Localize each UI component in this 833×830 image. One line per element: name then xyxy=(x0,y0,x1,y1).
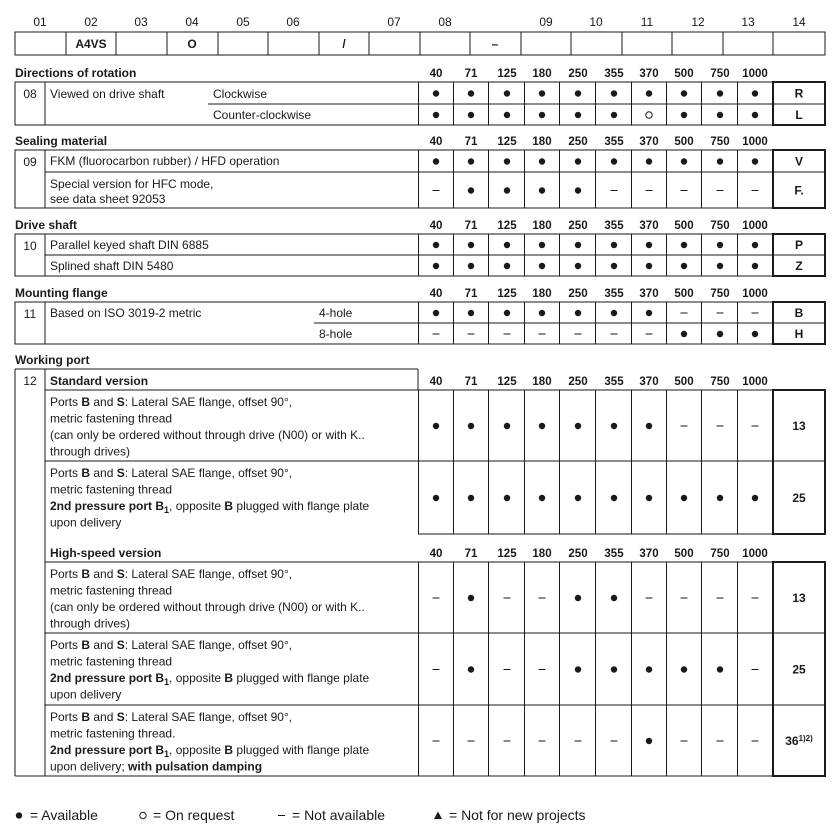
row-label xyxy=(50,516,121,530)
available-dot xyxy=(717,666,723,672)
row-label: Splined shaft DIN 5480 xyxy=(50,259,174,273)
row-label-segment: B xyxy=(81,466,91,480)
size-header: 1000 xyxy=(742,136,768,148)
available-dot xyxy=(539,187,545,193)
row-label-segment: S xyxy=(116,466,125,480)
row-label-segment: and xyxy=(90,638,117,652)
available-dot xyxy=(575,263,581,269)
row-label xyxy=(50,638,292,652)
available-dot xyxy=(611,112,617,118)
row-label-segment: B xyxy=(81,710,91,724)
available-dot xyxy=(611,263,617,269)
available-dot xyxy=(504,263,510,269)
row-label-segment: metric fastening thread xyxy=(50,411,173,426)
size-header: 125 xyxy=(497,136,517,148)
row-label-segment: through drives) xyxy=(50,616,131,631)
size-header: 40 xyxy=(429,376,443,388)
size-header: 500 xyxy=(674,288,694,300)
order-code xyxy=(792,491,806,505)
row-label-segment: : Lateral SAE flange, offset 90°, xyxy=(124,466,293,480)
row-label-segment: B xyxy=(224,743,234,757)
row-label-segment: and xyxy=(90,466,117,480)
code-position-label: 06 xyxy=(286,15,300,29)
available-dot xyxy=(611,495,617,501)
code-position-label: 03 xyxy=(134,15,148,29)
row-label-segment: metric fastening thread xyxy=(50,654,173,669)
size-header: 500 xyxy=(674,68,694,80)
available-dot xyxy=(539,263,545,269)
size-header: 125 xyxy=(497,548,517,560)
available-dot xyxy=(433,495,439,501)
size-header: 71 xyxy=(464,68,478,80)
section-number: 11 xyxy=(23,307,37,321)
section-title: Sealing material xyxy=(15,134,108,148)
size-header: 180 xyxy=(532,376,552,388)
row-label-segment: : Lateral SAE flange, offset 90°, xyxy=(124,638,293,652)
row-label-segment: through drives) xyxy=(50,444,131,459)
row-label-segment: upon delivery; xyxy=(50,759,129,774)
available-dot xyxy=(575,495,581,501)
row-sub-label: Counter-clockwise xyxy=(213,108,312,122)
subsection-heading: High-speed version xyxy=(50,546,162,560)
row-label-segment: S xyxy=(116,395,125,409)
available-dot xyxy=(504,158,510,164)
row-label-segment: (can only be ordered without through drive (N00) or with K.. xyxy=(50,600,365,614)
row-label-segment: , opposite xyxy=(169,743,225,757)
available-dot xyxy=(611,310,617,316)
code-position-label: 13 xyxy=(741,15,755,29)
order-code xyxy=(792,663,806,677)
available-dot xyxy=(575,666,581,672)
section-number: 12 xyxy=(23,374,37,388)
available-dot xyxy=(681,666,687,672)
available-dot xyxy=(504,112,510,118)
size-header: 71 xyxy=(464,136,478,148)
available-dot xyxy=(611,90,617,96)
available-dot xyxy=(575,158,581,164)
available-dot xyxy=(717,495,723,501)
size-header: 355 xyxy=(604,68,624,80)
available-dot xyxy=(611,666,617,672)
size-header: 1000 xyxy=(742,68,768,80)
available-dot xyxy=(433,90,439,96)
available-dot xyxy=(575,242,581,248)
row-sub-label: Clockwise xyxy=(213,87,268,101)
order-code: L xyxy=(795,108,803,122)
code-position-label: 10 xyxy=(589,15,603,29)
row-label-segment: plugged with flange plate xyxy=(233,499,370,513)
code-position-label: 12 xyxy=(691,15,705,29)
row-label-segment: upon delivery xyxy=(50,515,122,530)
size-header: 180 xyxy=(532,136,552,148)
row-label-segment: 2nd pressure port B xyxy=(50,671,165,685)
order-code-value: 36 xyxy=(785,734,799,748)
available-dot xyxy=(433,310,439,316)
size-header: 71 xyxy=(464,220,478,232)
available-dot xyxy=(717,158,723,164)
size-header: 180 xyxy=(532,220,552,232)
size-header: 1000 xyxy=(742,220,768,232)
order-code xyxy=(785,734,813,748)
available-dot xyxy=(575,187,581,193)
available-dot xyxy=(504,310,510,316)
section-title: Drive shaft xyxy=(15,218,78,232)
code-position-label: 14 xyxy=(792,15,806,29)
size-header: 370 xyxy=(639,68,659,80)
available-dot xyxy=(752,158,758,164)
available-dot xyxy=(539,495,545,501)
row-label xyxy=(50,445,130,459)
row-label: FKM (fluorocarbon rubber) / HFD operation xyxy=(50,154,280,168)
available-dot xyxy=(539,158,545,164)
available-dot xyxy=(468,495,474,501)
size-header: 1000 xyxy=(742,376,768,388)
order-code-value: 25 xyxy=(792,491,806,505)
available-dot xyxy=(575,595,581,601)
size-header: 750 xyxy=(710,68,730,80)
size-header: 125 xyxy=(497,68,517,80)
row-label: see data sheet 92053 xyxy=(50,192,166,206)
size-header: 250 xyxy=(568,548,588,560)
size-header: 370 xyxy=(639,376,659,388)
order-code: B xyxy=(794,306,804,320)
size-header: 750 xyxy=(710,136,730,148)
available-dot xyxy=(433,242,439,248)
available-dot xyxy=(681,90,687,96)
available-dot xyxy=(752,495,758,501)
section-number: 10 xyxy=(23,239,37,253)
row-label-segment: metric fastening thread. xyxy=(50,726,176,741)
size-header: 40 xyxy=(429,288,443,300)
legend-label: = Not for new projects xyxy=(449,807,586,823)
available-dot xyxy=(504,495,510,501)
available-dot xyxy=(611,423,617,429)
row-label xyxy=(50,428,365,442)
section-title: Working port xyxy=(15,353,90,367)
row-sub-label: 8-hole xyxy=(319,327,353,341)
section-number: 08 xyxy=(23,87,37,101)
order-code: P xyxy=(794,238,804,252)
row-label xyxy=(50,600,365,614)
size-header: 500 xyxy=(674,376,694,388)
row-label xyxy=(50,760,262,774)
row-label-segment: : Lateral SAE flange, offset 90°, xyxy=(124,710,293,724)
size-header: 355 xyxy=(604,220,624,232)
size-header: 750 xyxy=(710,220,730,232)
row-label-segment: , opposite xyxy=(169,671,225,685)
row-label-segment: Ports xyxy=(50,466,82,480)
row-sub-label: 4-hole xyxy=(319,306,353,320)
available-dot xyxy=(575,423,581,429)
available-dot xyxy=(752,90,758,96)
row-label-segment: , opposite xyxy=(169,499,225,513)
size-header: 71 xyxy=(464,548,478,560)
size-header: 750 xyxy=(710,548,730,560)
size-header: 250 xyxy=(568,376,588,388)
row-label xyxy=(50,499,370,515)
subscript: 1 xyxy=(164,749,170,759)
available-dot xyxy=(646,158,652,164)
available-dot xyxy=(717,242,723,248)
code-column xyxy=(773,390,825,534)
row-label: Viewed on drive shaft xyxy=(50,87,165,101)
available-dot xyxy=(717,263,723,269)
row-label xyxy=(50,743,370,759)
row-label-segment: with pulsation damping xyxy=(128,759,263,774)
size-header: 180 xyxy=(532,548,552,560)
row-label-segment: B xyxy=(81,395,91,409)
row-label-segment: Ports xyxy=(50,638,82,652)
order-code-value: 13 xyxy=(792,419,806,433)
available-dot xyxy=(752,112,758,118)
available-dot xyxy=(752,242,758,248)
row-label-segment: and xyxy=(90,395,117,409)
row-label-segment: 2nd pressure port B xyxy=(50,743,165,757)
available-dot xyxy=(717,112,723,118)
row-label-segment: S xyxy=(116,638,125,652)
size-header: 1000 xyxy=(742,548,768,560)
size-header: 71 xyxy=(464,288,478,300)
legend-available-dot xyxy=(16,812,22,818)
size-header: 355 xyxy=(604,136,624,148)
row-label-segment: B xyxy=(224,499,234,513)
available-dot xyxy=(504,187,510,193)
order-code-footnote: 1)2) xyxy=(798,734,813,743)
row-label-segment: and xyxy=(90,567,117,581)
row-label xyxy=(50,412,172,426)
section-title: Directions of rotation xyxy=(15,66,137,80)
row-label-segment: 2nd pressure port B xyxy=(50,499,165,513)
available-dot xyxy=(468,263,474,269)
row-label-segment: B xyxy=(81,638,91,652)
row-label-segment: and xyxy=(90,710,117,724)
code-cell-value: O xyxy=(187,37,197,51)
row-label xyxy=(50,671,370,687)
size-header: 370 xyxy=(639,288,659,300)
size-header: 500 xyxy=(674,136,694,148)
code-position-label: 02 xyxy=(84,15,98,29)
row-label xyxy=(50,483,172,497)
order-code: V xyxy=(794,154,804,169)
available-dot xyxy=(575,90,581,96)
size-header: 250 xyxy=(568,288,588,300)
available-dot xyxy=(539,242,545,248)
size-header: 180 xyxy=(532,288,552,300)
order-code: Z xyxy=(795,259,803,273)
size-header: 125 xyxy=(497,220,517,232)
size-header: 355 xyxy=(604,548,624,560)
available-dot xyxy=(504,423,510,429)
available-dot xyxy=(433,158,439,164)
row-label xyxy=(50,584,172,598)
available-dot xyxy=(646,263,652,269)
order-code: F. xyxy=(794,183,804,198)
available-dot xyxy=(539,423,545,429)
row-label-segment: : Lateral SAE flange, offset 90°, xyxy=(124,395,293,409)
size-header: 750 xyxy=(710,288,730,300)
subscript: 1 xyxy=(164,677,170,687)
row-label xyxy=(50,655,172,669)
row-label-segment: metric fastening thread xyxy=(50,583,173,598)
available-dot xyxy=(504,242,510,248)
size-header: 500 xyxy=(674,220,694,232)
available-dot xyxy=(717,90,723,96)
available-dot xyxy=(752,263,758,269)
available-dot xyxy=(504,90,510,96)
order-code-value: 25 xyxy=(792,662,806,677)
available-dot xyxy=(646,310,652,316)
row-label xyxy=(50,727,175,741)
code-position-label: 09 xyxy=(539,15,553,29)
available-dot xyxy=(468,666,474,672)
size-header: 370 xyxy=(639,220,659,232)
size-header: 250 xyxy=(568,220,588,232)
order-code-value: 13 xyxy=(792,591,806,605)
row-label xyxy=(50,395,292,409)
size-header: 125 xyxy=(497,288,517,300)
available-dot xyxy=(468,423,474,429)
on-request-circle xyxy=(646,112,652,118)
available-dot xyxy=(433,263,439,269)
order-code xyxy=(792,591,806,605)
code-position-label: 01 xyxy=(33,15,47,29)
row-label xyxy=(50,617,130,631)
legend-label: = Not available xyxy=(292,807,386,823)
row-label-segment: B xyxy=(81,567,91,581)
size-header: 370 xyxy=(639,548,659,560)
legend-not-for-new-projects-triangle xyxy=(434,812,442,820)
available-dot xyxy=(681,495,687,501)
subsection-heading: Standard version xyxy=(50,374,149,388)
size-header: 71 xyxy=(464,376,478,388)
size-header: 40 xyxy=(429,548,443,560)
available-dot xyxy=(681,158,687,164)
row-label-segment: B xyxy=(224,671,234,685)
available-dot xyxy=(646,423,652,429)
available-dot xyxy=(468,90,474,96)
row-label-segment: Ports xyxy=(50,710,82,724)
section-number: 09 xyxy=(23,155,37,169)
available-dot xyxy=(646,495,652,501)
code-position-label: 05 xyxy=(236,15,250,29)
code-position-label: 04 xyxy=(185,15,199,29)
available-dot xyxy=(468,158,474,164)
available-dot xyxy=(433,423,439,429)
available-dot xyxy=(646,90,652,96)
row-label-segment: Ports xyxy=(50,567,82,581)
section-title: Mounting flange xyxy=(15,286,108,300)
size-header: 40 xyxy=(429,68,443,80)
available-dot xyxy=(468,112,474,118)
row-label-segment: : Lateral SAE flange, offset 90°, xyxy=(124,567,293,581)
size-header: 180 xyxy=(532,68,552,80)
code-position-label: 11 xyxy=(640,15,654,29)
available-dot xyxy=(468,242,474,248)
row-label xyxy=(50,567,292,581)
size-header: 355 xyxy=(604,288,624,300)
available-dot xyxy=(468,310,474,316)
order-code: H xyxy=(794,327,804,341)
available-dot xyxy=(468,187,474,193)
size-header: 500 xyxy=(674,548,694,560)
legend-on-request-circle xyxy=(140,812,146,818)
legend-label: = Available xyxy=(30,807,98,823)
available-dot xyxy=(752,331,758,337)
row-label-segment: S xyxy=(116,710,125,724)
subscript: 1 xyxy=(164,505,170,515)
order-code xyxy=(792,419,806,433)
available-dot xyxy=(646,242,652,248)
row-label: Parallel keyed shaft DIN 6885 xyxy=(50,238,209,252)
available-dot xyxy=(433,112,439,118)
code-cell-value: – xyxy=(491,37,499,51)
code-position-label: 08 xyxy=(438,15,452,29)
row-label-segment: S xyxy=(116,567,125,581)
size-header: 125 xyxy=(497,376,517,388)
available-dot xyxy=(646,666,652,672)
row-label: Based on ISO 3019-2 metric xyxy=(50,306,202,320)
row-label-segment: Ports xyxy=(50,395,82,409)
available-dot xyxy=(575,112,581,118)
row-label xyxy=(50,466,292,480)
size-header: 40 xyxy=(429,220,443,232)
size-header: 250 xyxy=(568,136,588,148)
size-header: 1000 xyxy=(742,288,768,300)
row-label xyxy=(50,710,292,724)
size-header: 750 xyxy=(710,376,730,388)
available-dot xyxy=(575,310,581,316)
available-dot xyxy=(539,112,545,118)
row-label: Special version for HFC mode, xyxy=(50,177,214,191)
available-dot xyxy=(611,595,617,601)
available-dot xyxy=(681,242,687,248)
code-cell-value: / xyxy=(342,37,346,51)
available-dot xyxy=(611,158,617,164)
available-dot xyxy=(468,595,474,601)
size-header: 40 xyxy=(429,136,443,148)
row-label-segment: (can only be ordered without through drive (N00) or with K.. xyxy=(50,428,365,442)
available-dot xyxy=(611,242,617,248)
code-cell-value: A4VS xyxy=(75,37,107,51)
size-header: 250 xyxy=(568,68,588,80)
available-dot xyxy=(681,331,687,337)
code-position-label: 07 xyxy=(387,15,401,29)
available-dot xyxy=(681,263,687,269)
row-label-segment: plugged with flange plate xyxy=(233,743,370,757)
size-header: 355 xyxy=(604,376,624,388)
available-dot xyxy=(646,738,652,744)
row-label-segment: upon delivery xyxy=(50,687,122,702)
row-label-segment: plugged with flange plate xyxy=(233,671,370,685)
available-dot xyxy=(717,331,723,337)
available-dot xyxy=(539,90,545,96)
available-dot xyxy=(539,310,545,316)
legend-label: = On request xyxy=(153,807,235,823)
row-label-segment: metric fastening thread xyxy=(50,482,173,497)
row-label xyxy=(50,688,121,702)
size-header: 370 xyxy=(639,136,659,148)
available-dot xyxy=(681,112,687,118)
order-code: R xyxy=(794,86,804,101)
